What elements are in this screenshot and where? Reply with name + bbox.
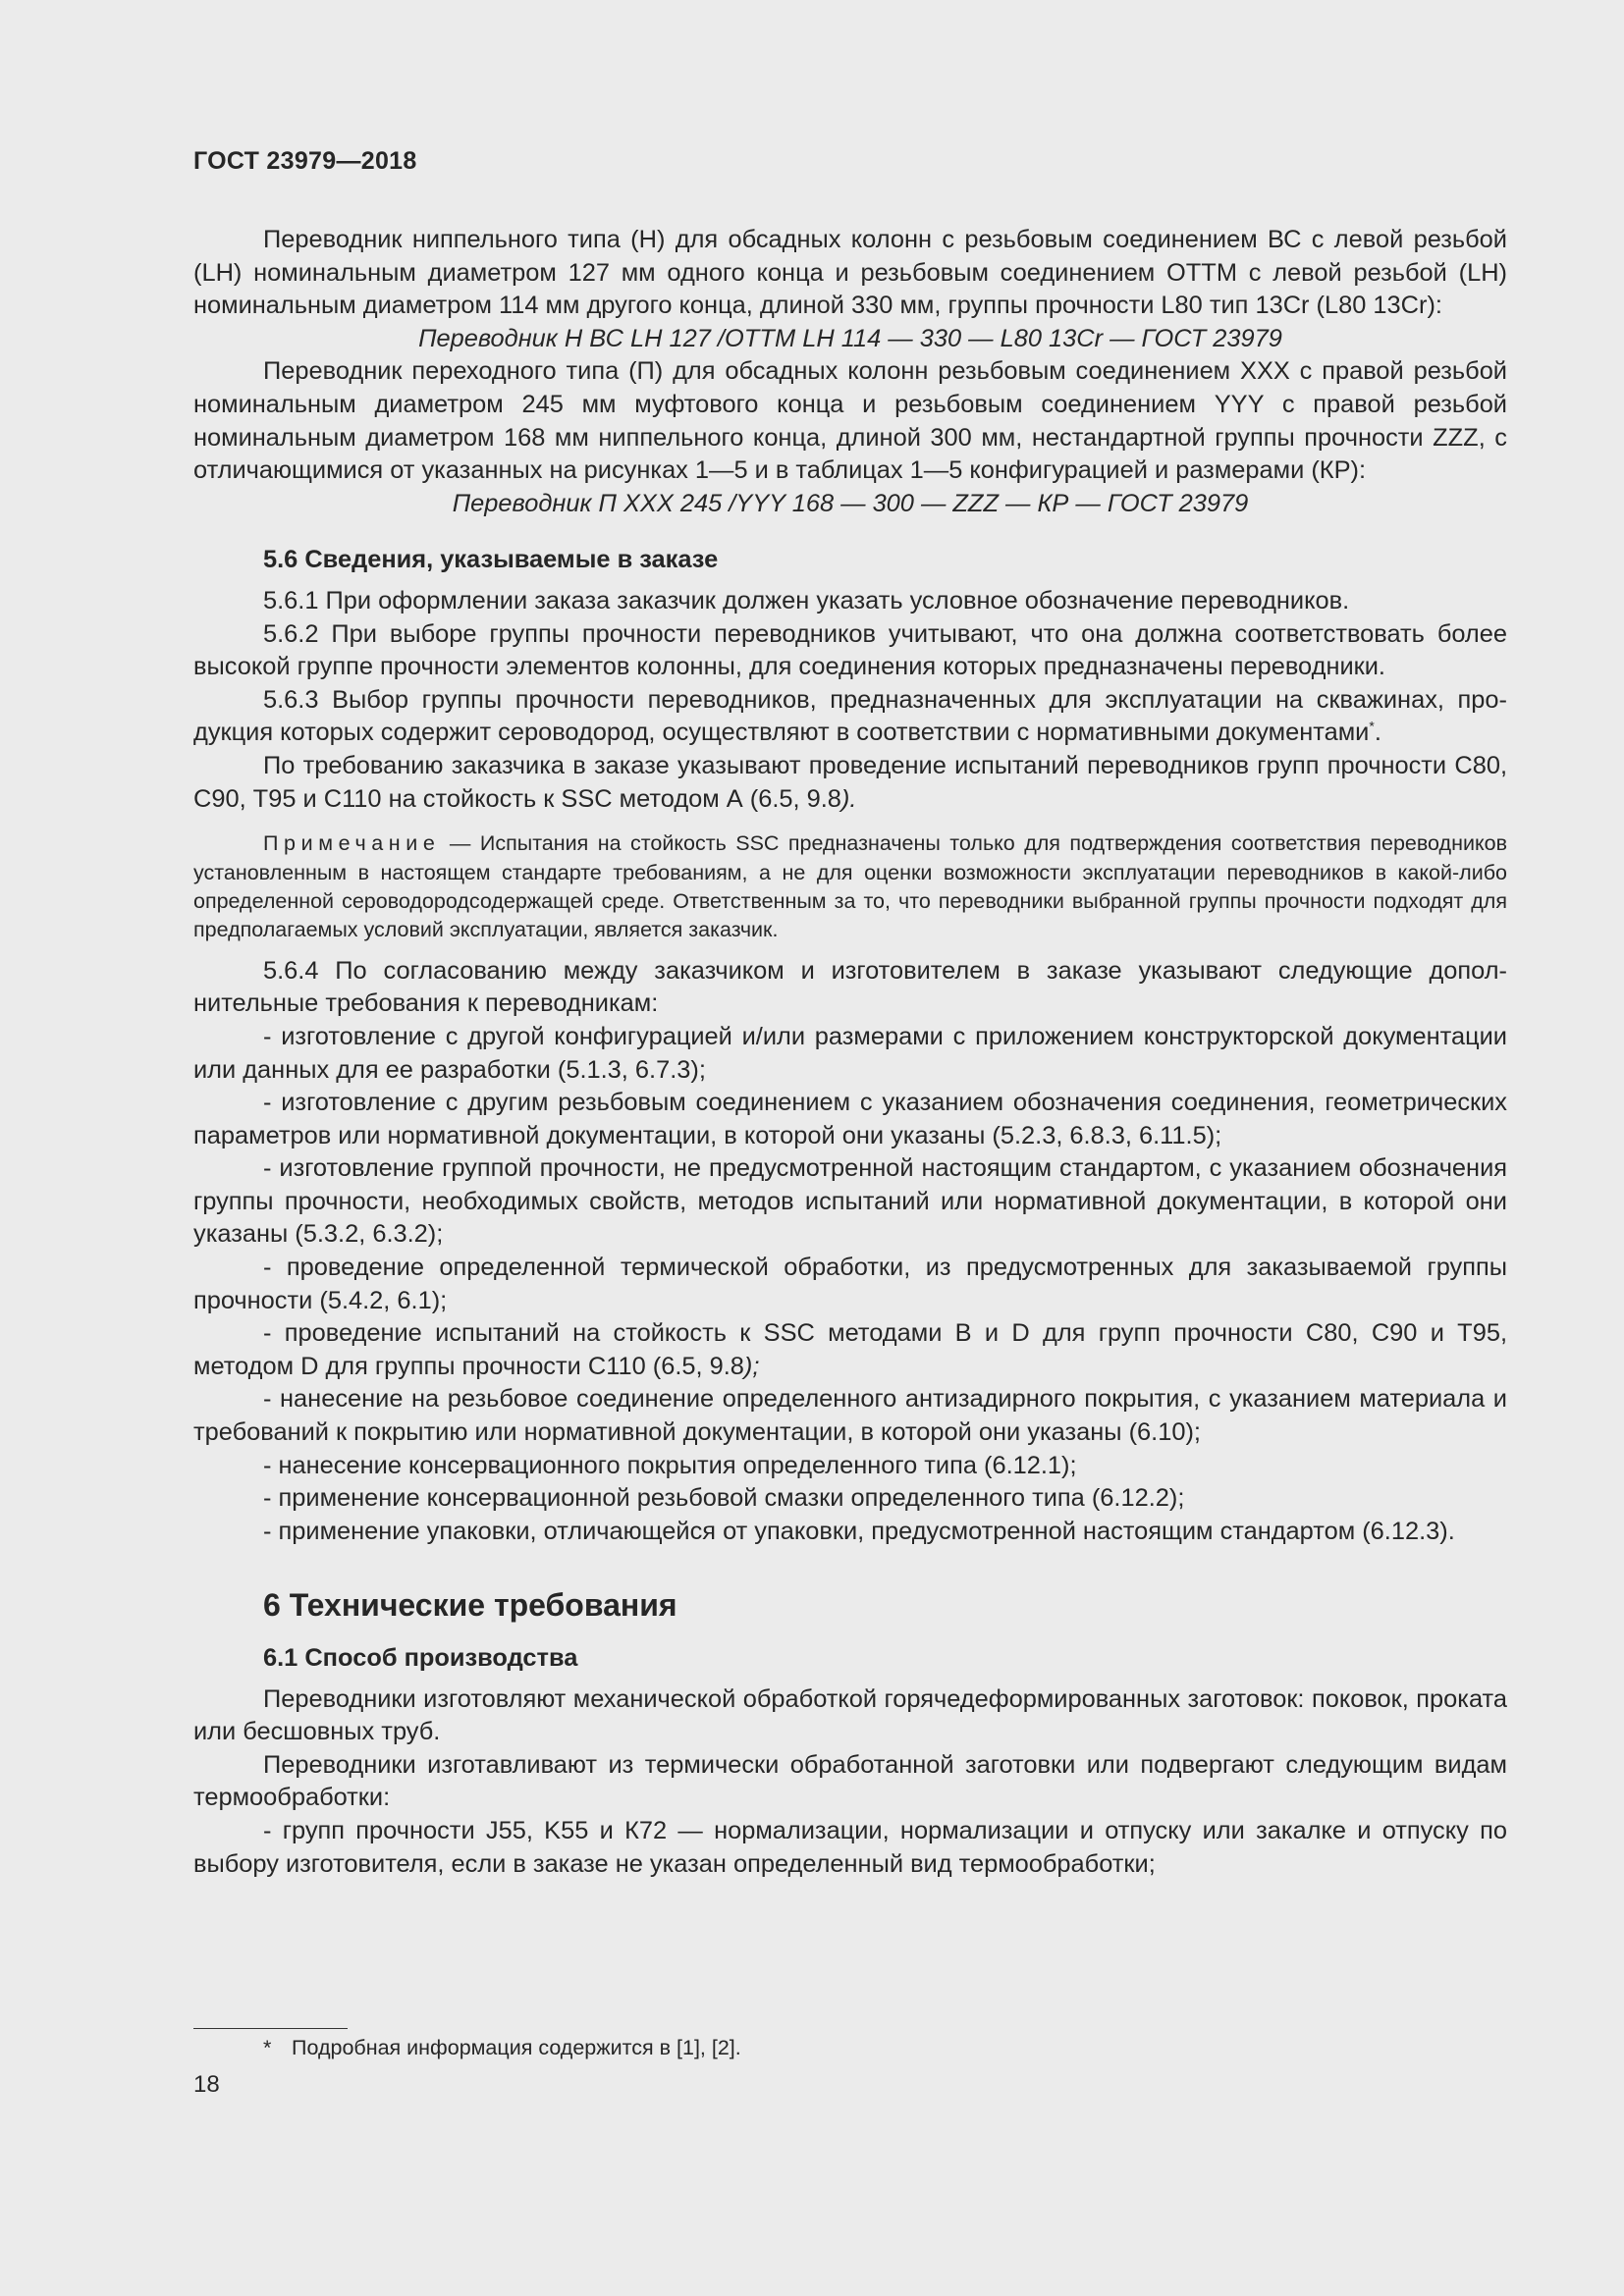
paragraph: Переводник ниппельного типа (Н) для обсадных колонн с резьбовым соединением ВС с левой резьбой (LH) номинальным диаметром 127 мм одного конца и резьбовым соединением ОТТМ с левой резьбой (LH) номинальным диаметром 114 мм другого конца, длиной 330 мм, группы прочности L80 тип 13Cr (L80 13Cr): bbox=[193, 226, 1507, 320]
paragraph bbox=[193, 750, 1507, 816]
list-item bbox=[193, 1317, 1507, 1383]
footnote-text: Подробная информация содержится в [1], [2]. bbox=[292, 2036, 741, 2059]
list-item: - применение консервационной резьбовой смазки определенного типа (6.12.2); bbox=[263, 1484, 1185, 1513]
list-item-end: ); bbox=[743, 1352, 760, 1380]
paragraph-text: 5.6.3 Выбор группы прочности переводников, предназначенных для эксплуатации на скважинах, продукция которых содержит сероводород, осуществляют в соответствии с нормативными документами bbox=[193, 685, 1507, 747]
paragraph: 5.6.1 При оформлении заказа заказчик должен указать условное обозначение переводников. bbox=[263, 586, 1350, 614]
note bbox=[193, 829, 1507, 945]
footnote-mark: * bbox=[263, 2036, 272, 2059]
paragraph: Переводники изготавливают из термически обработанной заготовки или подвергают следующим видам термообработки: bbox=[193, 1750, 1507, 1812]
list-item-text: - проведение испытаний на стойкость к SSC методами В и D для групп прочности С80, С90 и Т95, методом D для группы прочности С110 (6.5, 9.8 bbox=[193, 1319, 1507, 1380]
list-item: - нанесение на резьбовое соединение определенного антизадирного покрытия, с указанием материала и требований к покрытию или нормативной документации, в которой они указаны (6.10); bbox=[193, 1385, 1507, 1447]
list-item: - групп прочности J55, K55 и К72 — нормализации, нормализации и отпуску или закалке и отпуску по выбору изготовителя, если в заказе не указан определенный вид термообработки; bbox=[193, 1816, 1507, 1878]
paragraph bbox=[193, 684, 1507, 750]
footnote-divider bbox=[193, 2028, 348, 2029]
designation-example: Переводник Н ВС LH 127 /ОТТМ LH 114 — 330 — L80 13Cr — ГОСТ 23979 bbox=[418, 324, 1282, 352]
list-item: - изготовление группой прочности, не предусмотренной настоящим стандартом, с указанием обозначения группы прочности, необходимых свойств, методов испытаний или нормативной документации, в которой они указаны (5.3.2, 6.3.2); bbox=[193, 1154, 1507, 1249]
note-text: — Испытания на стойкость SSC предназначены только для подтверждения соответствия переводников установленным в настоящем стандарте требованиям, а не для оценки возможности эксплуатации переводников в какой-либо определенной сероводородсодержащей среде. Ответственным за то, что переводники выбранной группы прочности подходят для предполагаемых условий эксплуатации, является заказчик. bbox=[193, 831, 1507, 942]
paragraph: 5.6.4 По согласованию между заказчиком и изготовителем в заказе указывают следующие дополнительные требования к переводникам: bbox=[193, 956, 1507, 1018]
paragraph-text: По требованию заказчика в заказе указывают проведение испытаний переводников групп прочности С80, С90, Т95 и С110 на стойкость к SSC методом А (6.5, 9.8 bbox=[193, 751, 1507, 813]
list-item: - применение упаковки, отличающейся от упаковки, предусмотренной настоящим стандартом (6.12.3). bbox=[263, 1517, 1455, 1545]
list-item: - нанесение консервационного покрытия определенного типа (6.12.1); bbox=[263, 1451, 1077, 1479]
section-heading-6: 6 Технические требования bbox=[263, 1587, 677, 1624]
document-header: ГОСТ 23979—2018 bbox=[193, 147, 417, 175]
paragraph-end: ). bbox=[840, 784, 857, 813]
paragraph-end: . bbox=[1374, 719, 1381, 747]
paragraph: 5.6.2 При выборе группы прочности переводников учитывают, что она должна соответствовать более высокой группе прочности элементов колонны, для соединения которых предназначены переводники. bbox=[193, 619, 1507, 681]
section-heading-6-1: 6.1 Способ производства bbox=[263, 1644, 578, 1672]
footnote-reference: * bbox=[1369, 718, 1375, 734]
list-item: - проведение определенной термической обработки, из предусмотренных для заказываемой группы прочности (5.4.2, 6.1); bbox=[193, 1254, 1507, 1314]
section-heading-5-6: 5.6 Сведения, указываемые в заказе bbox=[263, 546, 719, 574]
paragraph: Переводник переходного типа (П) для обсадных колонн резьбовым соединением XXX с правой резьбой номинальным диаметром 245 мм муфтового конца и резьбовым соединением YYY с правой резьбой номинальным диаметром 168 мм ниппельного конца, длиной 300 мм, нестандартной группы прочности ZZZ, с отличающимися от указанных на рисунках 1—5 и в таблицах 1—5 конфигурацией и размерами (КР): bbox=[193, 357, 1507, 485]
designation-example: Переводник П XXX 245 /YYY 168 — 300 — ZZZ — КР — ГОСТ 23979 bbox=[452, 489, 1249, 517]
page-number: 18 bbox=[193, 2071, 220, 2098]
paragraph: Переводники изготовляют механической обработкой горячедеформированных заготовок: поковок, проката или бесшовных труб. bbox=[193, 1684, 1507, 1746]
list-item: - изготовление с другим резьбовым соединением с указанием обозначения соединения, геометрических параметров или нормативной документации, в которой они указаны (5.2.3, 6.8.3, 6.11.5); bbox=[193, 1089, 1507, 1149]
footnote bbox=[263, 2034, 741, 2062]
note-label: Примечание bbox=[263, 831, 441, 856]
page-body bbox=[193, 224, 1507, 1881]
list-item: - изготовление с другой конфигурацией и/или размерами с приложением конструкторской документации или данных для ее разработки (5.1.3, 6.7.3); bbox=[193, 1022, 1507, 1084]
